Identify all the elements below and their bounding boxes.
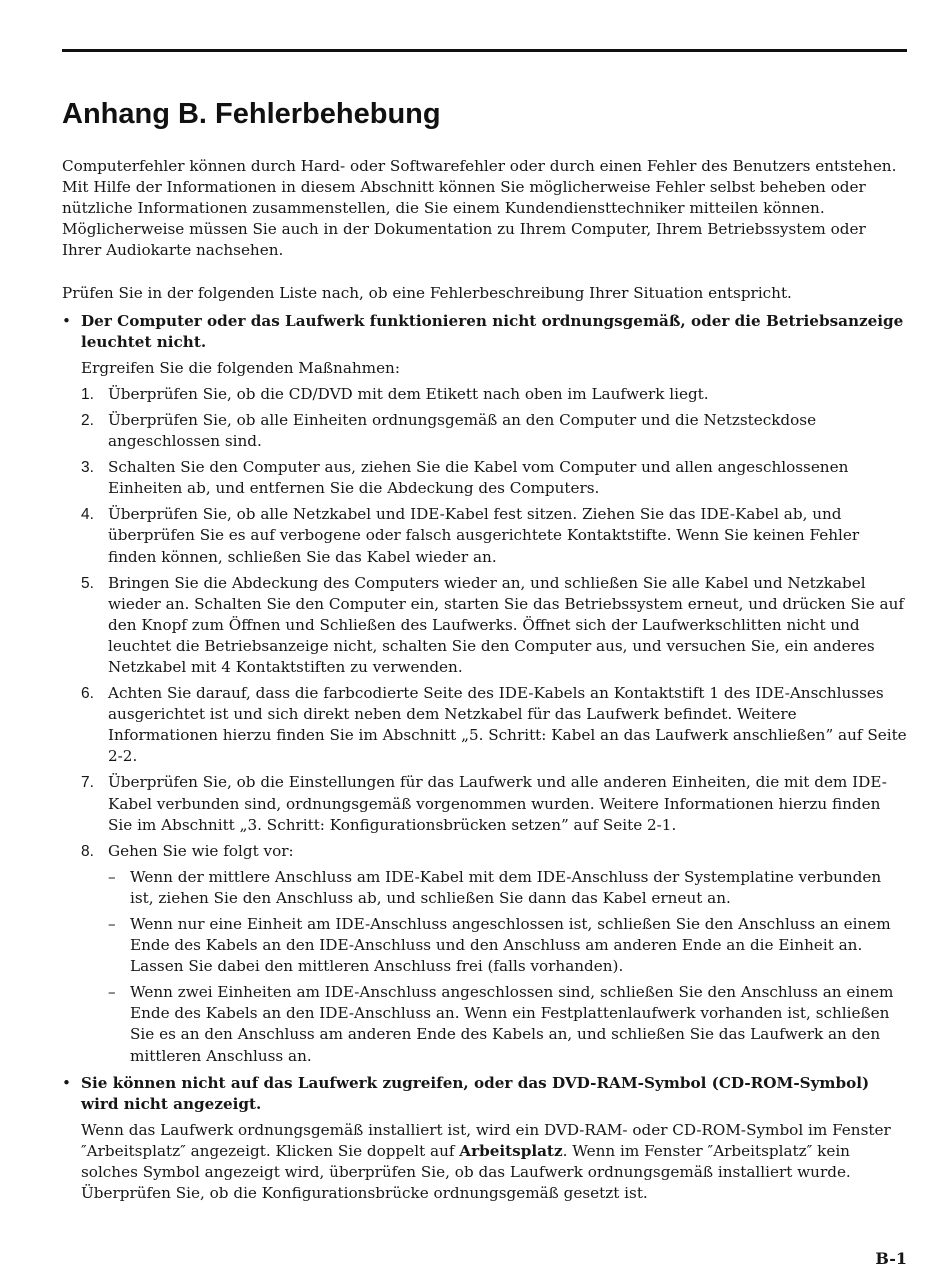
arbeitsplatz-term: Arbeitsplatz <box>459 1141 563 1160</box>
page-number: B-1 <box>875 1249 907 1268</box>
step-number: 6. <box>81 685 94 703</box>
step-text: Überprüfen Sie, ob alle Einheiten ordnungsgemäß an den Computer und die Netzsteckdose angeschlossen sind. <box>108 410 817 451</box>
substep-item: – Wenn zwei Einheiten am IDE-Anschluss angeschlossen sind, schließen Sie den Anschluss an einem Ende des Kabels an den IDE-Anschluss an. Wenn ein Festplattenlaufwerk vorhanden ist, schließen Sie es an den Anschluss am anderen Ende des Kabels an, und schließen Sie das Laufwerk an den mittleren Anschluss an. <box>108 982 907 1066</box>
step-number: 4. <box>81 506 94 524</box>
step-number: 2. <box>81 411 94 429</box>
step-item <box>81 457 907 499</box>
step-number: 1. <box>81 385 94 403</box>
step-item <box>81 384 907 405</box>
step-item <box>81 841 907 1067</box>
problem-item-2 <box>62 1073 907 1205</box>
problem-item-1 <box>62 311 907 1067</box>
intro-paragraph: Computerfehler können durch Hard- oder Softwarefehler oder durch einen Fehler des Benutzers entstehen. Mit Hilfe der Informationen in diesem Abschnitt können Sie möglicherweise Fehler selbst beheben oder nützliche Informationen zusammenstellen, die Sie einem Kundendiensttechniker mitteilen können. Möglicherweise müssen Sie auch in der Dokumentation zu Ihrem Computer, Ihrem Betriebssystem oder Ihrer Audiokarte nachsehen. <box>62 157 897 260</box>
problem-2-text <box>81 1120 907 1204</box>
step-text: Überprüfen Sie, ob die CD/DVD mit dem Etikett nach oben im Laufwerk liegt. <box>108 384 709 403</box>
problem-2-text-end: . Wenn im Fenster ″Arbeitsplatz″ kein solches Symbol angezeigt wird, überprüfen Sie, ob das Laufwerk ordnungsgemäß installiert wurde. Überprüfen Sie, ob die Konfigurationsbrücke ordnungsgemäß gesetzt ist. <box>81 1141 851 1203</box>
problem-2-text-start: Wenn das Laufwerk ordnungsgemäß installiert ist, wird ein DVD-RAM- oder CD-ROM-Symbol im Fenster ″Arbeitsplatz″ angezeigt. Klicken Sie doppelt auf <box>81 1120 891 1160</box>
problem-lead: Ergreifen Sie die folgenden Maßnahmen: <box>81 358 400 377</box>
substep-item: – Wenn der mittlere Anschluss am IDE-Kabel mit dem IDE-Anschluss der Systemplatine verbunden ist, ziehen Sie den Anschluss ab, und schließen Sie dann das Kabel erneut an. <box>108 867 907 909</box>
problem-title-2: • Sie können nicht auf das Laufwerk zugreifen, oder das DVD-RAM-Symbol (CD-ROM-Symbol) wird nicht angezeigt. <box>81 1073 870 1113</box>
page-title: Anhang B. Fehlerbehebung <box>62 98 441 130</box>
step-item <box>81 410 907 452</box>
step-number: 3. <box>81 459 94 477</box>
step-number: 5. <box>81 574 94 592</box>
problem-title-1: • Der Computer oder das Laufwerk funktionieren nicht ordnungsgemäß, oder die Betriebsanzeige leuchtet nicht. <box>81 311 904 351</box>
step-item <box>81 573 907 678</box>
step-number: 7. <box>81 774 94 792</box>
step-text: Überprüfen Sie, ob die Einstellungen für das Laufwerk und alle anderen Einheiten, die mit dem IDE-Kabel verbunden sind, ordnungsgemäß vorgenommen wurden. Weitere Informationen hierzu finden Sie im Abschnitt „3. Schritt: Konfigurationsbrücken setzen” auf Seite 2-1. <box>108 773 887 834</box>
step-number: 8. <box>81 842 94 860</box>
step-text: Bringen Sie die Abdeckung des Computers wieder an, und schließen Sie alle Kabel und Netzkabel wieder an. Schalten Sie den Computer ein, starten Sie das Betriebssystem erneut, und drücken Sie auf den Knopf zum Öffnen und Schließen des Laufwerks. Öffnet sich der Laufwerkschlitten nicht und leuchtet die Betriebsanzeige nicht, schalten Sie den Computer aus, und versuchen Sie, ein anderes Netzkabel mit 4 Kontaktstiften zu verwenden. <box>108 573 904 676</box>
step-item <box>81 504 907 567</box>
main-content <box>62 156 907 1204</box>
steps-list <box>81 384 907 1067</box>
substeps-list <box>108 867 907 1067</box>
step-item <box>81 683 907 767</box>
substep-item: – Wenn nur eine Einheit am IDE-Anschluss angeschlossen ist, schließen Sie den Anschluss an einem Ende des Kabels an den IDE-Anschluss und den Anschluss am anderen Ende an die Einheit an. Lassen Sie dabei den mittleren Anschluss frei (falls vorhanden). <box>108 914 907 977</box>
top-rule <box>62 49 907 52</box>
check-list-paragraph: Prüfen Sie in der folgenden Liste nach, ob eine Fehlerbeschreibung Ihrer Situation entspricht. <box>62 284 792 303</box>
step-text: Schalten Sie den Computer aus, ziehen Sie die Kabel vom Computer und allen angeschlossenen Einheiten ab, und entfernen Sie die Abdeckung des Computers. <box>108 458 849 498</box>
step-text: Überprüfen Sie, ob alle Netzkabel und IDE-Kabel fest sitzen. Ziehen Sie das IDE-Kabel ab, und überprüfen Sie es auf verbogene oder falsch ausgerichtete Kontaktstifte. Wenn Sie keinen Fehler finden können, schließen Sie das Kabel wieder an. <box>108 505 860 566</box>
step-item <box>81 772 907 835</box>
step-text: Gehen Sie wie folgt vor: <box>108 841 294 860</box>
step-text: Achten Sie darauf, dass die farbcodierte Seite des IDE-Kabels an Kontaktstift 1 des IDE-Anschlusses ausgerichtet ist und sich direkt neben dem Netzkabel für das Laufwerk befindet. Weitere Informationen hierzu finden Sie im Abschnitt „5. Schritt: Kabel an das Laufwerk anschließen” auf Seite 2-2. <box>108 684 907 766</box>
